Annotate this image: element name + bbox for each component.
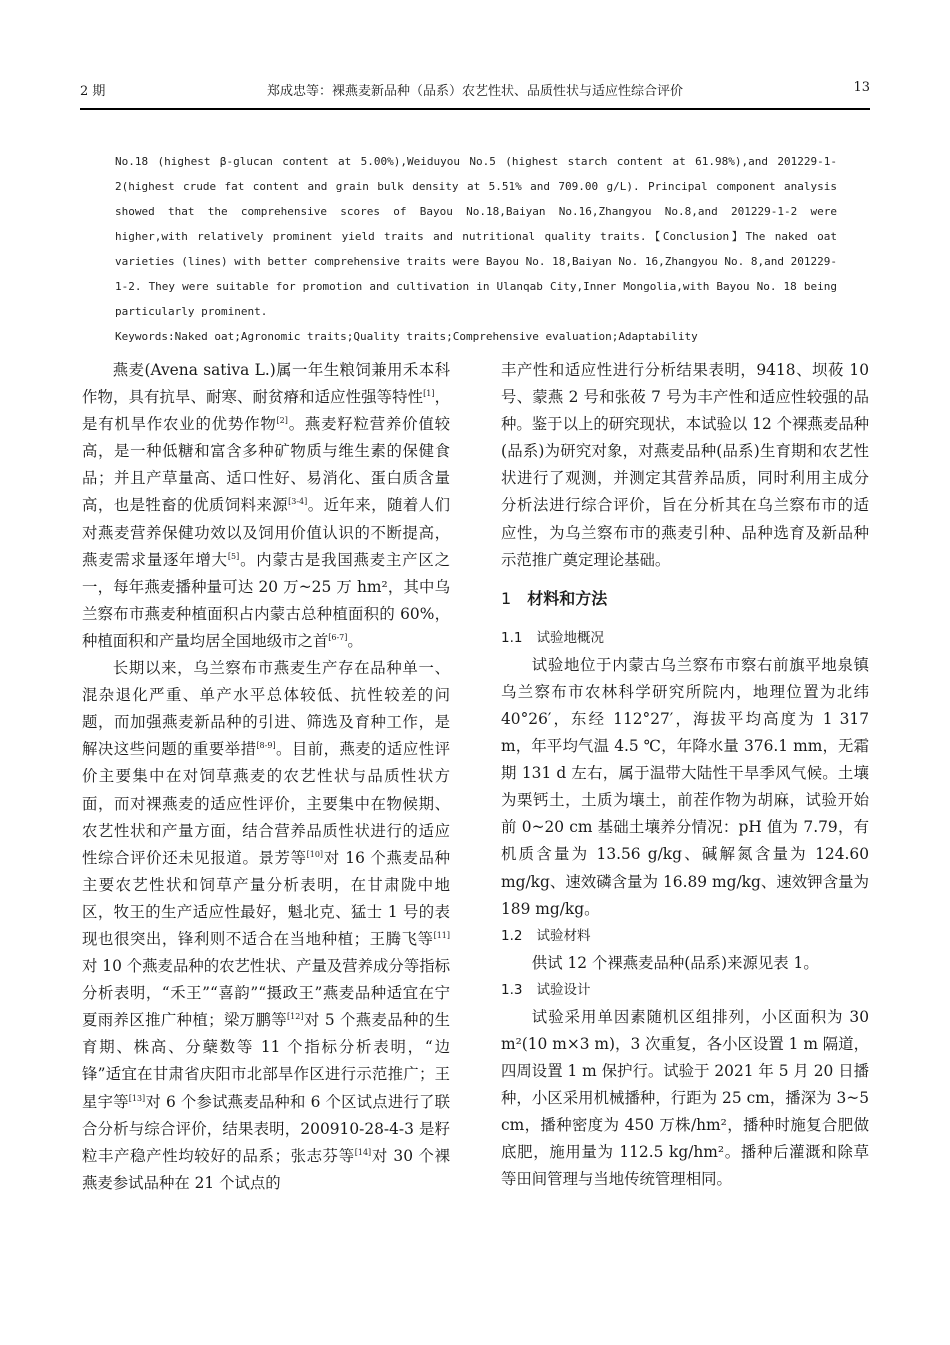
page-number: 13 [853, 80, 870, 95]
english-abstract [115, 149, 837, 349]
issue-number: 2 期 [80, 84, 106, 99]
left-column [82, 357, 450, 1197]
section-heading-1: 1 材料和方法 [501, 588, 608, 608]
intro-paragraph-2: 长期以来，乌兰察布市燕麦生产存在品种单一、混杂退化严重、单产水平总体较低、抗性较差的问题，而加强燕麦新品种的引进、筛选及育种工作，是解决这些问题的重要举措[8-9]。目前，燕麦的适应性评价主要集中在对饲草燕麦的农艺性状与品质性状方面，而对裸燕麦的适应性评价，主要集中在物候期、农艺性状和产量方面，结合营养品质性状进行的适应性综合评价还未见报道。景芳等[10]对 16 个燕麦品种主要农艺性状和饲草产量分析表明，在甘肃陇中地区，牧王的生产适应性最好，魁北克、猛士 1 号的表现也很突出，锋利则不适合在当地种植；王腾飞等[11]对 10 个燕麦品种的农艺性状、产量及营养成分等指标分析表明，“禾王”“喜韵”“摄政王”燕麦品种适宜在宁夏雨养区推广种植；梁万鹏等[12]对 5 个燕麦品种的生育期、株高、分蘖数等 11 个指标分析表明，“边锋”适宜在甘肃省庆阳市北部旱作区进行示范推广；王星宇等[13]对 6 个参试燕麦品种和 6 个区试点进行了联合分析与综合评价，结果表明，200910-28-4-3 是籽粒丰产稳产性均较好的品系；张志芬等[14]对 30 个裸燕麦参试品种在 21 个试点的 [82, 659, 450, 1192]
site-description: 试验地位于内蒙古乌兰察布市察右前旗平地泉镇乌兰察布市农林科学研究所院内，地理位置为北纬 40°26′，东经 112°27′，海拔平均高度为 1 317 m，年平均气温 4.5 ℃，年降水量 376.1 mm，无霜期 131 d 左右，属于温带大陆性干旱季风气候。土壤为栗钙土，土质为壤土，前茬作物为胡麻，试验开始前 0~20 cm 基础土壤养分情况：pH 值为 7.79，有机质含量为 13.56 g/kg、碱解氮含量为 124.60 mg/kg、速效磷含量为 16.89 mg/kg、速效钾含量为 189 mg/kg。 [501, 655, 869, 918]
intro-paragraph-continued: 丰产性和适应性进行分析结果表明，9418、坝莜 10 号、蒙燕 2 号和张莜 7 号为丰产性和适应性较强的品种。鉴于以上的研究现状，本试验以 12 个裸燕麦品种(品系)为研究对象，对燕麦品种(品系)生育期和农艺性状进行了观测，并测定其营养品质，同时利用主成分分析法进行综合评价，旨在分析其在乌兰察布市的适应性，为乌兰察布市的燕麦引种、品种选育及新品种示范推广奠定理论基础。 [501, 361, 869, 569]
materials-description: 供试 12 个裸燕麦品种(品系)来源见表 1。 [531, 953, 819, 972]
subsection-heading-1-2: 1.2 试验材料 [501, 927, 591, 944]
header-rule [80, 108, 870, 110]
design-description: 试验采用单因素随机区组排列，小区面积为 30 m²(10 m×3 m)，3 次重复，各小区设置 1 m 隔道，四周设置 1 m 保护行。试验于 2021 年 5 月 20 日播种，小区采用机械播种，行距为 25 cm，播深为 3~5 cm，播种密度为 450 万株/hm²，播种时施复合肥做底肥，施用量为 112.5 kg/hm²。播种后灌溉和除草等田间管理与当地传统管理相同。 [501, 1007, 869, 1189]
subsection-heading-1-1: 1.1 试验地概况 [501, 629, 604, 646]
running-header [80, 72, 870, 102]
subsection-heading-1-3: 1.3 试验设计 [501, 981, 591, 998]
right-column [501, 357, 869, 1193]
abstract-text: No.18 (highest β-glucan content at 5.00%),Weiduyou No.5 (highest starch content at 61.98%),and 201229-1-2(highest crude fat content and grain bulk density at 5.51% and 709.00 g/L). Principal component analysis showed that the comprehensive scores of Bayou No.18,Baiyan No.16,Zhangyou No.8,and 201229-1-2 were higher,with relatively prominent yield traits and nutritional quality traits.【Conclusion】The naked oat varieties (lines) with better comprehensive traits were Bayou No. 18,Baiyan No. 16,Zhangyou No. 8,and 201229-1-2. They were suitable for promotion and cultivation in Ulanqab City,Inner Mongolia,with Bayou No. 18 being particularly prominent. [115, 155, 837, 318]
keywords: Keywords:Naked oat;Agronomic traits;Quality traits;Comprehensive evaluation;Adaptability [115, 330, 698, 343]
running-title: 郑成忠等：裸燕麦新品种（品系）农艺性状、品质性状与适应性综合评价 [266, 84, 683, 99]
intro-paragraph-1: 燕麦(Avena sativa L.)属一年生粮饲兼用禾本科作物，具有抗旱、耐寒、耐贫瘠和适应性强等特性[1]，是有机旱作农业的优势作物[2]。燕麦籽粒营养价值较高，是一种低糖和富含多种矿物质与维生素的保健食品；并且产草量高、适口性好、易消化、蛋白质含量高，也是牲畜的优质饲料来源[3-4]。近年来，随着人们对燕麦营养保健功效以及饲用价值认识的不断提高，燕麦需求量逐年增大[5]。内蒙古是我国燕麦主产区之一，每年燕麦播种量可达 20 万~25 万 hm²，其中乌兰察布市燕麦种植面积占内蒙古总种植面积的 60%，种植面积和产量均居全国地级市之首[6-7]。 [82, 361, 450, 650]
